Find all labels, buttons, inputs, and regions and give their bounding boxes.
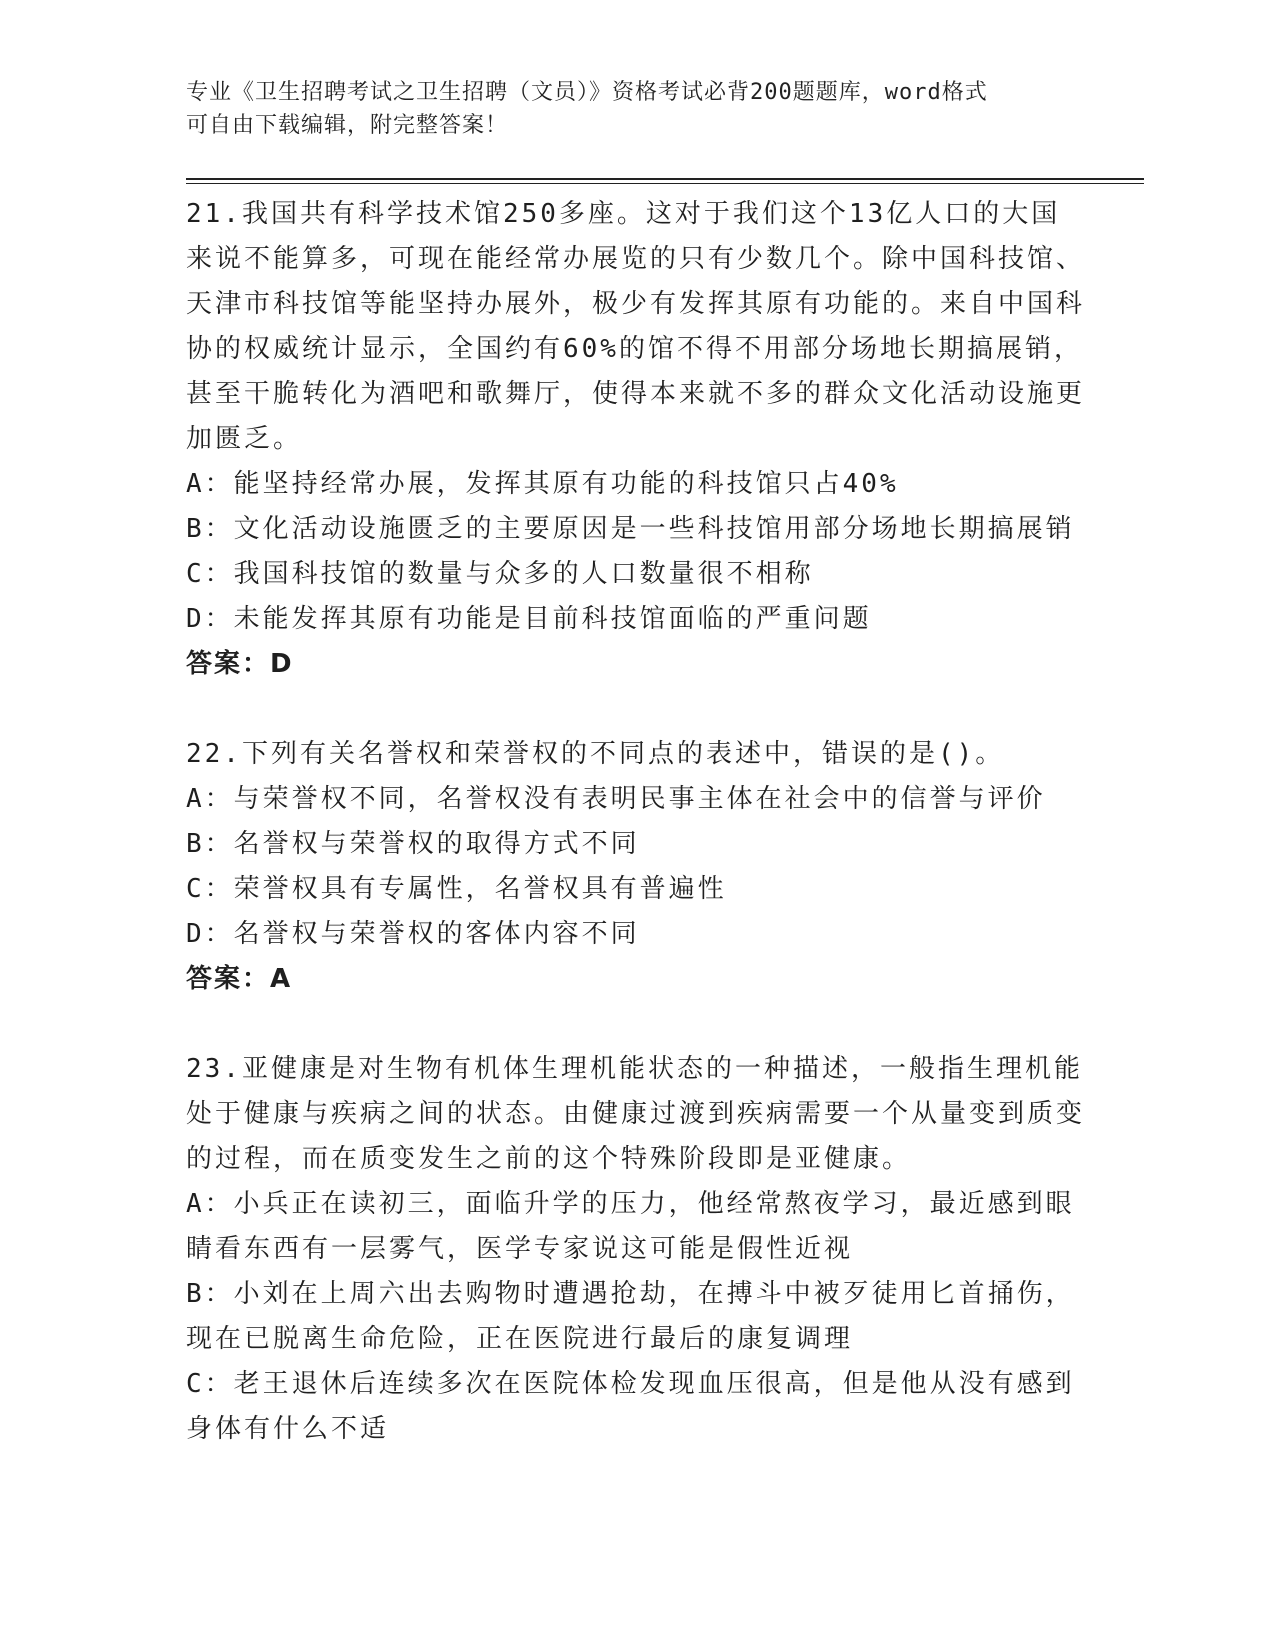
option-c: C：我国科技馆的数量与众多的人口数量很不相称 [186,559,814,589]
option-a: A：与荣誉权不同，名誉权没有表明民事主体在社会中的信誉与评价 [186,784,1046,814]
option-d: D：未能发挥其原有功能是目前科技馆面临的严重问题 [186,604,872,634]
question-spacer [186,1002,1086,1047]
question-21 [186,192,1086,687]
option-a: A：小兵正在读初三，面临升学的压力，他经常熬夜学习，最近感到眼睛看东西有一层雾气，医学专家说这可能是假性近视 [186,1189,1075,1264]
header-divider-thick [186,178,1144,180]
question-list [186,192,1086,1452]
question-stem: 23.亚健康是对生物有机体生理机能状态的一种描述，一般指生理机能处于健康与疾病之间的状态。由健康过渡到疾病需要一个从量变到质变的过程，而在质变发生之前的这个特殊阶段即是亚健康。 [186,1054,1086,1174]
option-d: D：名誉权与荣誉权的客体内容不同 [186,919,640,949]
question-22 [186,732,1086,1002]
option-b: B：小刘在上周六出去购物时遭遇抢劫，在搏斗中被歹徒用匕首捅伤，现在已脱离生命危险，正在医院进行最后的康复调理 [186,1279,1075,1354]
question-stem: 21.我国共有科学技术馆250多座。这对于我们这个13亿人口的大国来说不能算多，可现在能经常办展览的只有少数几个。除中国科技馆、天津市科技馆等能坚持办展外，极少有发挥其原有功能的。来自中国科协的权威统计显示，全国约有60%的馆不得不用部分场地长期搞展销，甚至干脆转化为酒吧和歌舞厅，使得本来就不多的群众文化活动设施更加匮乏。 [186,199,1086,454]
question-23 [186,1047,1086,1452]
answer-label: 答案：A [186,964,293,994]
option-c: C：荣誉权具有专属性，名誉权具有普遍性 [186,874,727,904]
option-b: B：名誉权与荣誉权的取得方式不同 [186,829,640,859]
document-header [186,76,1066,142]
option-c: C：老王退休后连续多次在医院体检发现血压很高，但是他从没有感到身体有什么不适 [186,1369,1075,1444]
header-title-line-2: 可自由下载编辑，附完整答案！ [186,113,509,138]
question-spacer [186,687,1086,732]
question-stem: 22.下列有关名誉权和荣誉权的不同点的表述中，错误的是()。 [186,739,1005,769]
header-divider-thin [186,183,1144,184]
option-b: B：文化活动设施匮乏的主要原因是一些科技馆用部分场地长期搞展销 [186,514,1075,544]
header-title-line-1: 专业《卫生招聘考试之卫生招聘（文员）》资格考试必背200题题库，word格式 [186,80,988,105]
option-a: A：能坚持经常办展，发挥其原有功能的科技馆只占40% [186,469,899,499]
answer-label: 答案：D [186,649,294,679]
